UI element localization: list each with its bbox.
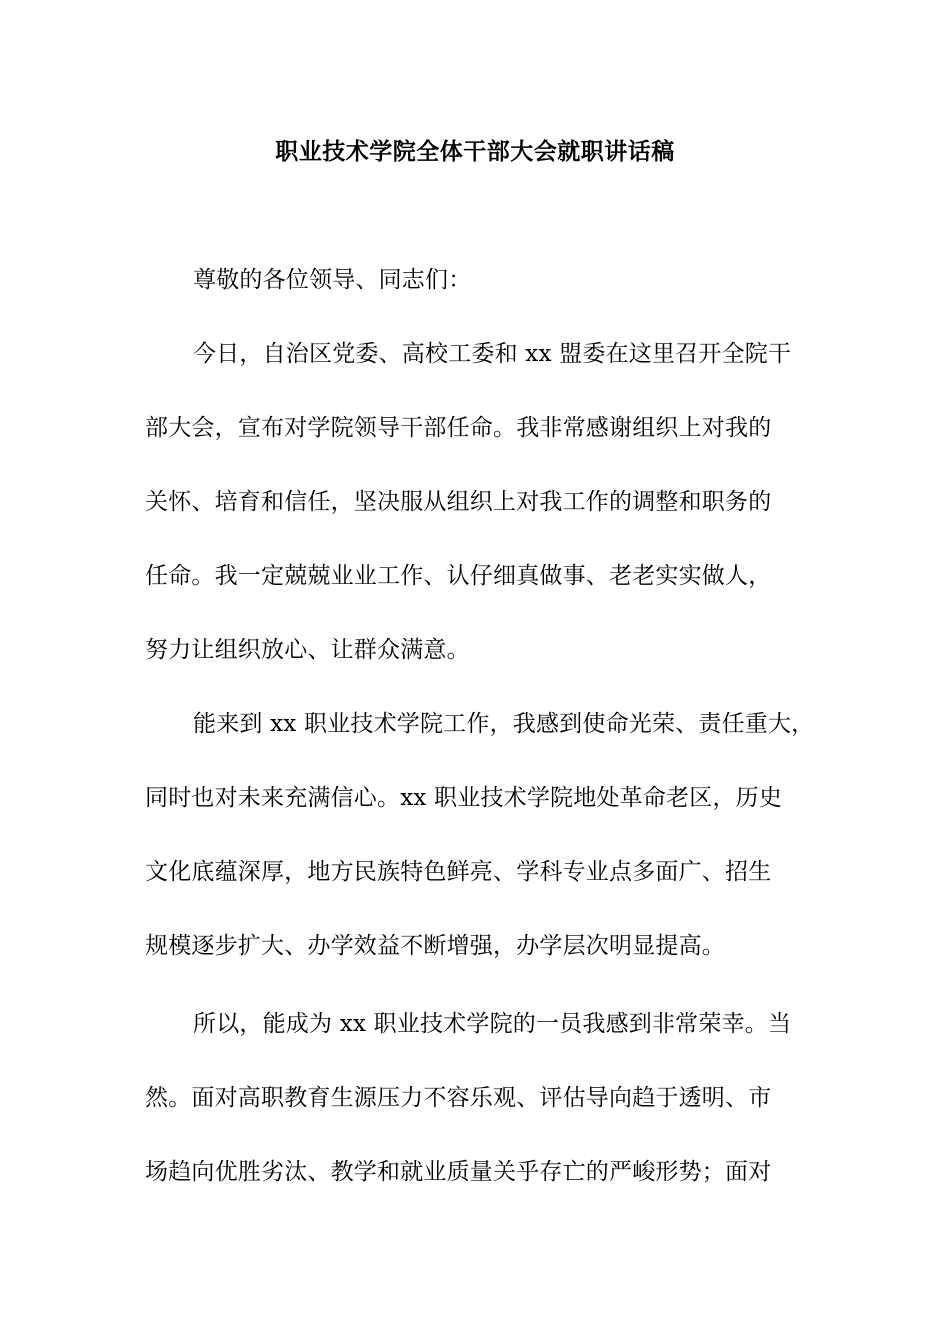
paragraph-3-line-1: 所以，能成为 xx 职业技术学院的一员我感到非常荣幸。当 <box>193 1011 792 1037</box>
paragraph-1-line-3: 关怀、培育和信任，坚决服从组织上对我工作的调整和职务的 <box>145 489 772 515</box>
paragraph-2-line-4: 规模逐步扩大、办学效益不断增强，办学层次明显提高。 <box>145 933 725 959</box>
document-title: 职业技术学院全体干部大会就职讲话稿 <box>275 139 675 165</box>
paragraph-2-line-2: 同时也对未来充满信心。xx 职业技术学院地处革命老区，历史 <box>145 785 783 811</box>
paragraph-1-line-2: 部大会，宣布对学院领导干部任命。我非常感谢组织上对我的 <box>145 415 772 441</box>
paragraph-3-line-2: 然。面对高职教育生源压力不容乐观、评估导向趋于透明、市 <box>145 1085 772 1111</box>
paragraph-3-line-3: 场趋向优胜劣汰、教学和就业质量关乎存亡的严峻形势；面对 <box>145 1159 772 1185</box>
paragraph-2-line-3: 文化底蕴深厚，地方民族特色鲜亮、学科专业点多面广、招生 <box>145 859 772 885</box>
paragraph-2-line-1: 能来到 xx 职业技术学院工作，我感到使命光荣、责任重大， <box>193 711 815 737</box>
paragraph-1-line-1: 今日，自治区党委、高校工委和 xx 盟委在这里召开全院干 <box>193 341 792 367</box>
paragraph-1-line-4: 任命。我一定兢兢业业工作、认仔细真做事、老老实实做人， <box>145 563 772 589</box>
paragraph-1-line-5: 努力让组织放心、让群众满意。 <box>145 637 470 663</box>
greeting-line: 尊敬的各位领导、同志们： <box>193 267 472 293</box>
